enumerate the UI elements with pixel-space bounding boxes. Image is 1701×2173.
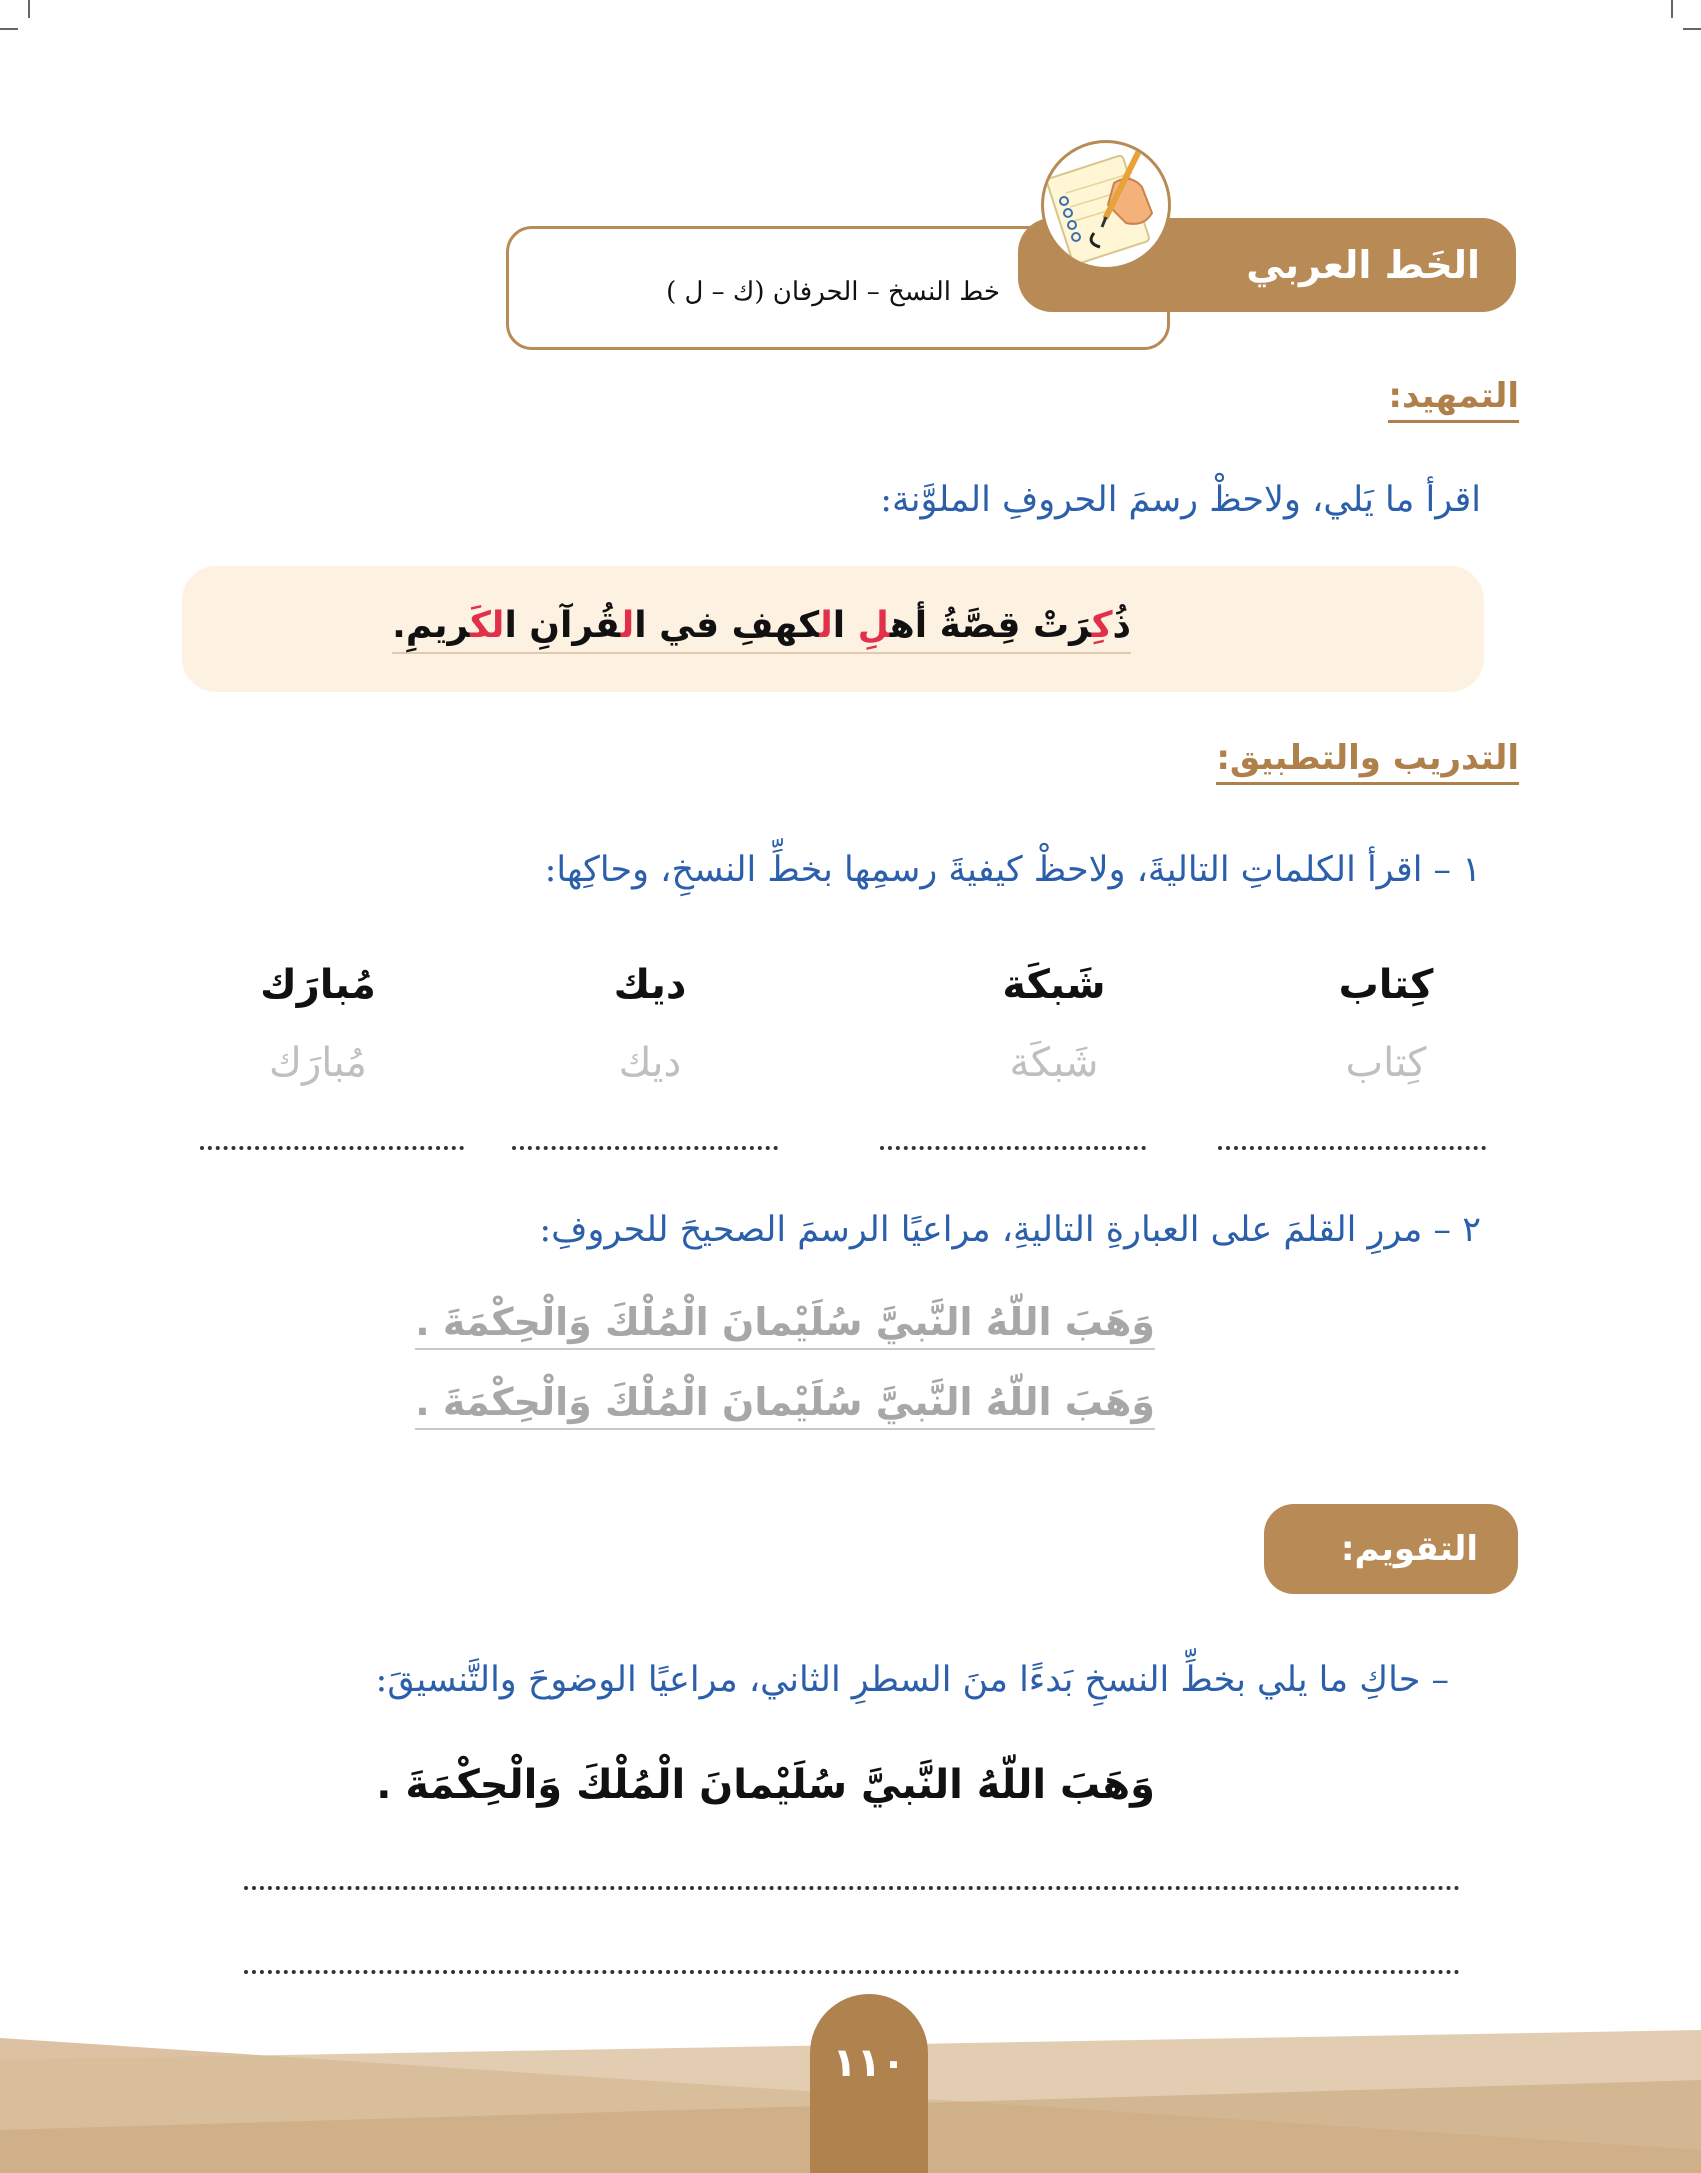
answer-line[interactable] [512, 1146, 778, 1150]
sentence-part-highlight: كِ [1091, 604, 1113, 646]
word-model: ديك [613, 962, 687, 1008]
lesson-title: الخَط العربي [1246, 243, 1480, 287]
word-trace: شَبكَة [1009, 1040, 1099, 1086]
sentence-part: ريمِ [405, 604, 470, 646]
sentence-part-highlight: لِ [857, 604, 890, 646]
writing-hand-icon [1041, 140, 1171, 270]
page-number: ١١٠ [810, 1994, 928, 2173]
question-2: ٢ – مررِ القلمَ على العبارةِ التاليةِ، مراعيًا الرسمَ الصحيحَ للحروفِ: [539, 1210, 1481, 1250]
sentence-part-highlight: كَ [469, 604, 491, 646]
word-trace: مُبارَك [269, 1040, 367, 1086]
crop-mark [0, 28, 18, 30]
intro-instruction: اقرأ ما يَلي، ولاحظْ رسمَ الحروفِ الملوَّنة: [880, 480, 1481, 520]
word-model: كِتاب [1338, 962, 1434, 1008]
word-model: مُبارَك [260, 962, 376, 1008]
lesson-subtitle: خط النسخ – الحرفان (ك – ل ) [666, 277, 1000, 307]
crop-mark [28, 0, 30, 18]
sentence-part: ا [832, 604, 858, 646]
sentence-part-highlight: ل [490, 604, 505, 646]
sentence-part: قُرآنِ ا [504, 604, 621, 646]
answer-line[interactable] [200, 1146, 464, 1150]
question-1: ١ – اقرأ الكلماتِ التاليةَ، ولاحظْ كيفيةَ رسمِها بخطِّ النسخِ، وحاكِها: [544, 850, 1481, 890]
practice-heading: التدريب والتطبيق: [1216, 738, 1519, 785]
answer-line[interactable] [1218, 1146, 1486, 1150]
writing-line[interactable] [244, 1886, 1460, 1890]
evaluation-instruction: – حاكِ ما يلي بخطِّ النسخِ بَدءًا منَ السطرِ الثاني، مراعيًا الوضوحَ والتَّنسيقَ: [375, 1660, 1449, 1700]
sentence-part: ذُ [1112, 604, 1131, 646]
sentence-part-highlight: ل [819, 604, 833, 646]
answer-line[interactable] [880, 1146, 1146, 1150]
sentence-part: . [392, 604, 406, 646]
writing-line[interactable] [244, 1970, 1460, 1974]
trace-line[interactable]: وَهَبَ اللّهُ النَّبيَّ سُلَيْمانَ الْمُلْكَ وَالْحِكْمَةَ . [415, 1300, 1155, 1350]
evaluation-heading: التقويم: [1340, 1529, 1478, 1569]
sentence-part: رَتْ قِصَّةُ أه [889, 604, 1092, 646]
sentence-part-highlight: ل [620, 604, 635, 646]
crop-mark [1671, 0, 1673, 18]
word-trace: ديك [618, 1040, 682, 1086]
reading-sentence [392, 566, 1131, 692]
word-trace: كِتاب [1345, 1040, 1427, 1086]
model-sentence: وَهَبَ اللّهُ النَّبيَّ سُلَيْمانَ الْمُلْكَ وَالْحِكْمَةَ . [376, 1762, 1155, 1808]
sentence-part: كهفِ في ا [634, 604, 820, 646]
trace-line[interactable]: وَهَبَ اللّهُ النَّبيَّ سُلَيْمانَ الْمُلْكَ وَالْحِكْمَةَ . [415, 1380, 1155, 1430]
word-model: شَبكَة [1002, 962, 1106, 1008]
intro-heading: التمهيد: [1388, 376, 1519, 423]
crop-mark [1683, 28, 1701, 30]
